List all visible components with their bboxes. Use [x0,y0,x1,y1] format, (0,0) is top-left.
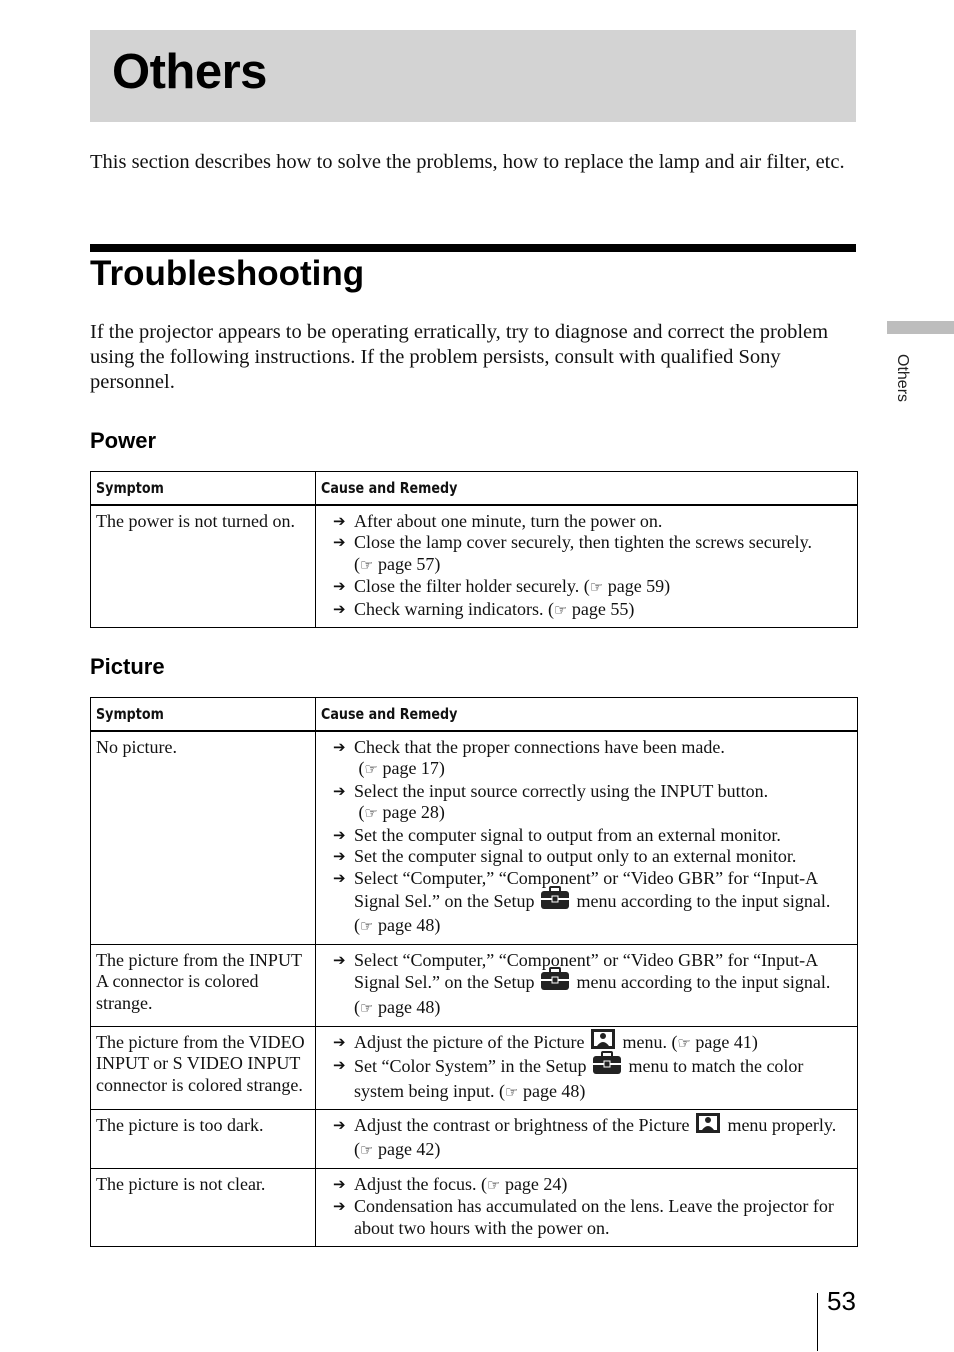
remedy-item: ➔ Adjust the picture of the Picture menu. (☞ page 41) [333,1032,849,1056]
page-reference-icon: ☞ [486,1175,501,1194]
page-link[interactable]: page 48) [377,997,441,1018]
page-link[interactable]: page 24) [504,1173,568,1194]
arrow-icon: ➔ [333,781,346,800]
column-header: Cause and Remedy [316,472,858,505]
arrow-icon: ➔ [333,950,346,969]
chapter-title: Others [112,45,267,99]
page-link[interactable]: page 48) [377,915,441,936]
arrow-icon: ➔ [333,737,346,756]
remedy-item: ➔ Check that the proper connections have been made. (☞ page 17) [333,736,725,779]
page-reference-icon: ☞ [360,917,374,936]
page-link[interactable]: page 48) [522,1080,586,1101]
remedy-item: ➔ Set the computer signal to output only to an external monitor. [333,846,797,867]
page-link[interactable]: page 59) [607,576,671,597]
symptom-cell: The picture is not clear. [91,1168,316,1246]
column-header: Symptom [91,472,316,505]
arrow-icon: ➔ [333,825,346,844]
remedy-cell [316,731,858,945]
chapter-side-label: Others [894,354,911,403]
arrow-icon: ➔ [333,1032,346,1051]
power-table [90,471,858,628]
remedy-item: ➔ Close the lamp cover securely, then tighten the screws securely. (☞ page 57) [333,532,813,574]
section-rule [90,244,856,252]
remedy-item: ➔ Select “Computer,” “Component” or “Video GBR” for “Input-A Signal Sel.” on the Setup menu according to the input signal. (☞ page 48) [333,868,831,936]
power-title: Power [90,428,157,453]
remedy-item: ➔ Set “Color System” in the Setup menu to match the color system being input. (☞ page 48) [333,1055,849,1103]
symptom-cell: No picture. [91,731,316,945]
page-link[interactable]: page 17) [382,758,445,779]
symptom-cell: The picture is too dark. [91,1110,316,1168]
page-link[interactable]: page 57) [377,553,441,574]
arrow-icon: ➔ [333,511,346,530]
page-number-divider [817,1293,818,1351]
table-row [91,1168,858,1246]
page-link[interactable]: page 55) [571,598,635,619]
remedy-cell [316,944,858,1026]
column-header: Cause and Remedy [316,698,858,731]
page-reference-icon: ☞ [360,555,374,574]
section-intro: If the projector appears to be operating erratically, try to diagnose and correct the problem using the following instructions. If the problem persists, consult with qualified Sony personnel. [90,321,829,393]
remedy-item: ➔ Adjust the contrast or brightness of the Picture menu properly. (☞ page 42) [333,1115,849,1161]
table-row [91,731,858,945]
setup-menu-icon [592,1051,622,1081]
symptom-cell: The picture from the INPUT A connector is colored strange. [91,944,316,1026]
arrow-icon: ➔ [333,533,346,552]
setup-menu-icon [540,967,570,997]
table-row [91,1110,858,1168]
symptom-cell: The power is not turned on. [91,505,316,628]
picture-table [90,697,858,1247]
arrow-icon: ➔ [333,1056,346,1075]
setup-menu-icon [540,886,570,916]
remedy-item: ➔ After about one minute, turn the power on. [333,510,663,531]
table-header-row [91,472,858,505]
page-reference-icon: ☞ [364,804,378,823]
arrow-icon: ➔ [333,599,346,618]
remedy-item: ➔ Select the input source correctly using the INPUT button. (☞ page 28) [333,780,769,823]
page-link[interactable]: page 42) [377,1139,441,1160]
chapter-banner [90,30,856,122]
picture-menu-icon [695,1112,721,1140]
remedy-item: ➔ Adjust the focus. (☞ page 24) [333,1173,568,1194]
page-reference-icon: ☞ [553,600,568,619]
page-reference-icon: ☞ [364,760,378,779]
remedy-cell [316,505,858,628]
page-link[interactable]: page 41) [695,1031,758,1052]
table-row [91,505,858,628]
remedy-item: ➔ Close the filter holder securely. (☞ page 59) [333,576,671,597]
arrow-icon: ➔ [333,869,346,888]
picture-title: Picture [90,654,165,679]
page-reference-icon: ☞ [360,999,374,1018]
section-title: Troubleshooting [90,254,365,293]
table-header-row [91,698,858,731]
chapter-side-tab [887,321,954,334]
column-header: Symptom [91,698,316,731]
table-row [91,944,858,1026]
remedy-cell [316,1110,858,1168]
remedy-item: ➔ Set the computer signal to output from an external monitor. [333,824,781,845]
page-reference-icon: ☞ [505,1082,519,1101]
remedy-item: ➔ Select “Computer,” “Component” or “Video GBR” for “Input-A Signal Sel.” on the Setup menu according to the input signal. (☞ page 48) [333,949,831,1018]
remedy-cell [316,1026,858,1110]
page-reference-icon: ☞ [360,1141,374,1160]
arrow-icon: ➔ [333,847,346,866]
table-row [91,1026,858,1110]
page-reference-icon: ☞ [589,578,604,597]
chapter-intro: This section describes how to solve the problems, how to replace the lamp and air filter, etc. [90,151,845,173]
remedy-item: ➔ Check warning indicators. (☞ page 55) [333,598,635,619]
page-number: 53 [827,1286,856,1316]
page-reference-icon: ☞ [677,1033,691,1052]
arrow-icon: ➔ [333,577,346,596]
symptom-cell: The picture from the VIDEO INPUT or S VIDEO INPUT connector is colored strange. [91,1026,316,1110]
arrow-icon: ➔ [333,1174,346,1193]
remedy-cell [316,1168,858,1246]
remedy-item: ➔ Condensation has accumulated on the lens. Leave the projector for about two hours with the power on. [333,1196,834,1238]
arrow-icon: ➔ [333,1116,346,1135]
arrow-icon: ➔ [333,1197,346,1216]
page-link[interactable]: page 28) [382,802,445,823]
